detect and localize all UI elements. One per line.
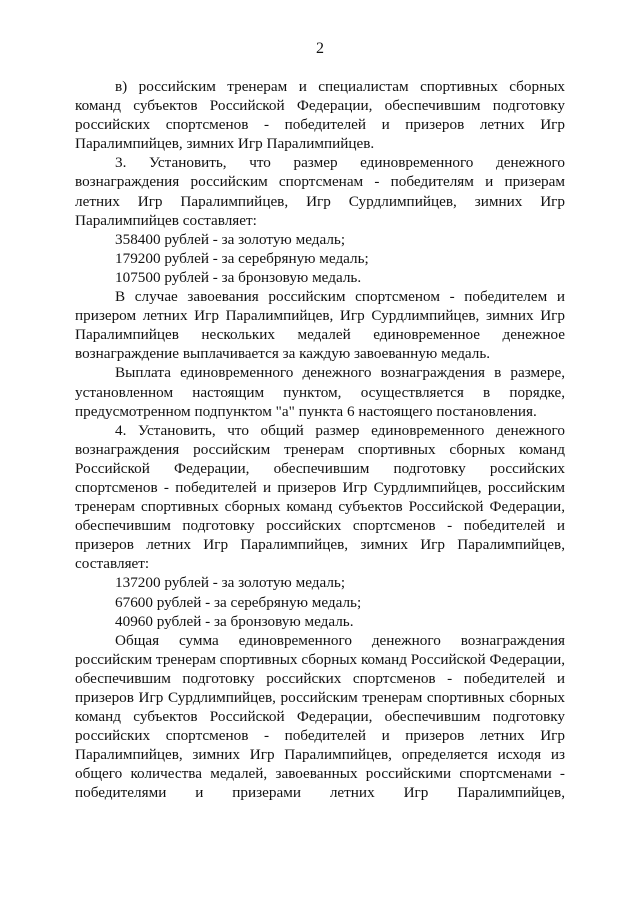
paragraph-3v-coaches-regions: в) российским тренерам и специалистам спортивных сборных команд субъектов Российской Федерации, обеспечившим подготовку российских спортсменов - победителей и призеров летних Игр Паралимпийцев, зимних Игр Паралимпийцев. — [75, 78, 565, 153]
page-number: 2 — [316, 40, 324, 57]
paragraph-multiple-medals: В случае завоевания российским спортсменом - победителем и призером летних Игр Паралимпийцев, Игр Сурдлимпийцев, зимних Игр Паралимпийцев нескольких медалей единовременное денежное вознаграждение выплачивается за каждую завоеванную медаль. — [75, 288, 565, 363]
list-item-silver-coaches: 67600 рублей - за серебряную медаль; — [115, 593, 362, 611]
paragraph-item-3-athlete-reward: 3. Установить, что размер единовременного денежного вознаграждения российским спортсменам - победителям и призерам летних Игр Паралимпийцев, Игр Сурдлимпийцев, зимних Игр Паралимпийцев составляет: — [75, 154, 565, 229]
list-item-gold-coaches: 137200 рублей - за золотую медаль; — [115, 574, 346, 592]
list-item-bronze-athletes: 107500 рублей - за бронзовую медаль. — [115, 268, 362, 286]
list-item-gold-athletes: 358400 рублей - за золотую медаль; — [115, 230, 346, 248]
paragraph-total-sum: Общая сумма единовременного денежного вознаграждения российским тренерам спортивных сборных команд Российской Федерации, обеспечившим подготовку российских спортсменов - победителей и призеров Игр Сурдлимпийцев, российским тренерам спортивных сборных команд субъектов Российской Федерации, обеспечившим подготовку российских спортсменов - победителей и призеров летних Игр Паралимпийцев, зимних Игр Паралимпийцев, определяется исходя из общего количества медалей, завоеванных российскими спортсменами - победителями и призерами летних Игр Паралимпийцев, — [75, 631, 565, 802]
list-item-bronze-coaches: 40960 рублей - за бронзовую медаль. — [115, 612, 354, 630]
paragraph-payment-procedure: Выплата единовременного денежного вознаграждения в размере, установленном настоящим пунктом, осуществляется в порядке, предусмотренном подпунктом "а" пункта 6 настоящего постановления. — [75, 364, 565, 420]
document-body — [75, 77, 565, 803]
paragraph-item-4-coach-reward: 4. Установить, что общий размер единовременного денежного вознаграждения российским тренерам спортивных сборных команд Российской Федерации, обеспечившим подготовку российских спортсменов - победителей и призеров Игр Сурдлимпийцев, российским тренерам спортивных сборных команд субъектов Российской Федерации, обеспечившим подготовку российских спортсменов - победителей и призеров летних Игр Паралимпийцев, зимних Игр Паралимпийцев, составляет: — [75, 421, 565, 573]
list-item-silver-athletes: 179200 рублей - за серебряную медаль; — [115, 249, 369, 267]
